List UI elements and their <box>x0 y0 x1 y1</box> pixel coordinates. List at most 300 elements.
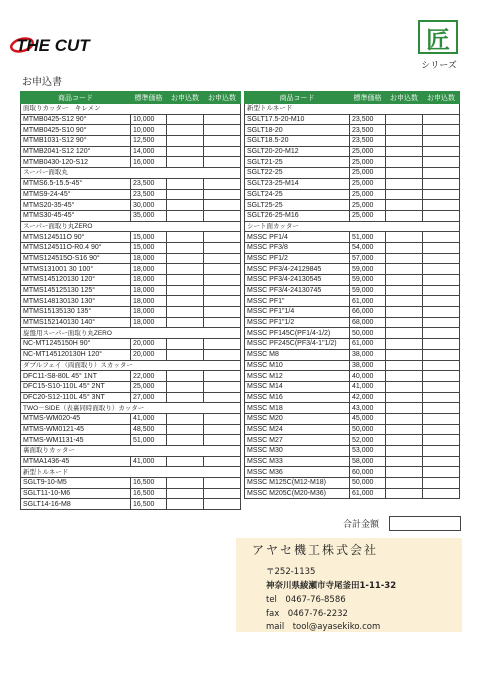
product-row <box>245 146 460 157</box>
product-price: 59,000 <box>350 275 386 286</box>
order-qty-cell[interactable] <box>423 349 460 360</box>
section-label: 面取りカッター キレメン <box>21 104 167 115</box>
total-amount-field[interactable] <box>389 516 461 531</box>
order-qty-cell[interactable] <box>423 264 460 275</box>
product-price: 51,000 <box>131 435 167 446</box>
product-row <box>245 478 460 489</box>
order-qty-cell[interactable] <box>423 446 460 457</box>
section-header-row <box>21 403 241 414</box>
product-price: 25,000 <box>350 146 386 157</box>
product-row <box>21 285 241 296</box>
product-row <box>245 371 460 382</box>
product-code: MSSC PF3/4-24130745 <box>245 285 350 296</box>
order-qty-cell[interactable] <box>204 392 241 403</box>
product-code: MSSC PF1/2 <box>245 253 350 264</box>
section-blank <box>167 328 241 339</box>
section-label: シート面カッター <box>245 221 386 232</box>
product-price: 18,000 <box>131 264 167 275</box>
order-qty-cell[interactable] <box>423 456 460 467</box>
order-qty-cell[interactable] <box>386 456 423 467</box>
product-price: 27,000 <box>131 392 167 403</box>
product-row <box>21 456 241 467</box>
order-qty-cell[interactable] <box>167 232 204 243</box>
product-price: 48,500 <box>131 424 167 435</box>
product-row <box>21 264 241 275</box>
order-qty-cell[interactable] <box>386 275 423 286</box>
product-code: MSSC M14 <box>245 381 350 392</box>
order-qty-cell[interactable] <box>204 413 241 424</box>
order-qty-cell[interactable] <box>386 488 423 499</box>
order-qty-cell[interactable] <box>167 499 204 510</box>
product-row <box>245 136 460 147</box>
order-qty-cell[interactable] <box>204 339 241 350</box>
product-row <box>245 285 460 296</box>
order-qty-cell[interactable] <box>423 328 460 339</box>
order-qty-cell[interactable] <box>386 478 423 489</box>
product-row <box>245 435 460 446</box>
product-code: SGLT11-10-M6 <box>21 488 131 499</box>
product-code: MSSC M10 <box>245 360 350 371</box>
header-order-qty: お申込数 <box>204 92 241 104</box>
order-qty-cell[interactable] <box>423 114 460 125</box>
product-code: MSSC PF3/4-24130545 <box>245 275 350 286</box>
order-table-right <box>244 91 460 499</box>
product-row <box>21 242 241 253</box>
order-qty-cell[interactable] <box>204 242 241 253</box>
product-row <box>21 136 241 147</box>
section-header-row <box>21 328 241 339</box>
company-name: アヤセ機工株式会社 <box>252 543 379 557</box>
product-row <box>245 467 460 478</box>
order-qty-cell[interactable] <box>423 136 460 147</box>
product-row <box>245 424 460 435</box>
section-blank <box>167 467 241 478</box>
product-row <box>21 157 241 168</box>
order-qty-cell[interactable] <box>423 381 460 392</box>
order-qty-cell[interactable] <box>423 488 460 499</box>
section-blank <box>167 403 241 414</box>
order-qty-cell[interactable] <box>423 424 460 435</box>
order-qty-cell[interactable] <box>386 349 423 360</box>
order-qty-cell[interactable] <box>423 360 460 371</box>
product-code: SGLT25-25 <box>245 200 350 211</box>
order-qty-cell[interactable] <box>423 168 460 179</box>
order-qty-cell[interactable] <box>423 307 460 318</box>
order-qty-cell[interactable] <box>423 339 460 350</box>
order-qty-cell[interactable] <box>386 317 423 328</box>
section-header-row <box>21 446 241 457</box>
product-code: DFC11-S8-80L 45° 1NT <box>21 371 131 382</box>
series-label: シリーズ <box>421 61 457 71</box>
product-row <box>245 413 460 424</box>
order-qty-cell[interactable] <box>386 296 423 307</box>
order-qty-cell[interactable] <box>386 157 423 168</box>
product-row <box>21 317 241 328</box>
section-blank <box>167 104 241 115</box>
product-price: 52,000 <box>350 435 386 446</box>
order-qty-cell[interactable] <box>167 478 204 489</box>
order-qty-cell[interactable] <box>204 424 241 435</box>
product-row <box>245 189 460 200</box>
order-qty-cell[interactable] <box>167 307 204 318</box>
product-row <box>245 307 460 318</box>
order-qty-cell[interactable] <box>423 392 460 403</box>
product-row <box>21 478 241 489</box>
product-row <box>245 349 460 360</box>
product-price: 23,500 <box>350 114 386 125</box>
product-price: 50,000 <box>350 424 386 435</box>
order-qty-cell[interactable] <box>423 478 460 489</box>
product-code: MTMB2041-S12 120° <box>21 146 131 157</box>
order-qty-cell[interactable] <box>167 264 204 275</box>
product-price: 68,000 <box>350 317 386 328</box>
product-price: 16,500 <box>131 478 167 489</box>
product-row <box>245 168 460 179</box>
order-qty-cell[interactable] <box>167 339 204 350</box>
order-qty-cell[interactable] <box>423 232 460 243</box>
product-code: SGLT18-20 <box>245 125 350 136</box>
order-qty-cell[interactable] <box>423 200 460 211</box>
order-qty-cell[interactable] <box>167 456 204 467</box>
order-qty-cell[interactable] <box>386 264 423 275</box>
product-row <box>245 446 460 457</box>
order-qty-cell[interactable] <box>386 371 423 382</box>
order-qty-cell[interactable] <box>204 136 241 147</box>
section-header-row <box>21 467 241 478</box>
product-row <box>245 360 460 371</box>
product-code: MSSC M18 <box>245 403 350 414</box>
product-price: 23,500 <box>131 189 167 200</box>
product-row <box>21 413 241 424</box>
product-code: MTMS9-24-45° <box>21 189 131 200</box>
order-qty-cell[interactable] <box>423 296 460 307</box>
order-qty-cell[interactable] <box>167 157 204 168</box>
product-price: 59,000 <box>350 264 386 275</box>
order-qty-cell[interactable] <box>204 349 241 360</box>
product-price: 57,000 <box>350 253 386 264</box>
product-price: 25,000 <box>350 189 386 200</box>
order-qty-cell[interactable] <box>386 360 423 371</box>
product-row <box>21 296 241 307</box>
order-qty-cell[interactable] <box>167 146 204 157</box>
order-qty-cell[interactable] <box>204 114 241 125</box>
product-price: 25,000 <box>131 381 167 392</box>
order-qty-cell[interactable] <box>386 114 423 125</box>
order-qty-cell[interactable] <box>167 125 204 136</box>
product-code: MTMS20-35-45° <box>21 200 131 211</box>
order-qty-cell[interactable] <box>204 189 241 200</box>
order-qty-cell[interactable] <box>386 339 423 350</box>
order-qty-cell[interactable] <box>167 413 204 424</box>
product-price: 23,500 <box>350 125 386 136</box>
section-blank <box>386 221 460 232</box>
order-qty-cell[interactable] <box>204 499 241 510</box>
order-qty-cell[interactable] <box>167 210 204 221</box>
order-qty-cell[interactable] <box>423 317 460 328</box>
order-qty-cell[interactable] <box>204 157 241 168</box>
order-qty-cell[interactable] <box>204 275 241 286</box>
section-header-row <box>245 221 460 232</box>
order-qty-cell[interactable] <box>167 381 204 392</box>
order-qty-cell[interactable] <box>423 157 460 168</box>
order-qty-cell[interactable] <box>386 392 423 403</box>
order-qty-cell[interactable] <box>167 136 204 147</box>
product-row <box>245 296 460 307</box>
order-qty-cell[interactable] <box>386 232 423 243</box>
product-price: 23,500 <box>131 178 167 189</box>
order-qty-cell[interactable] <box>423 285 460 296</box>
product-code: MSSC M27 <box>245 435 350 446</box>
order-qty-cell[interactable] <box>423 146 460 157</box>
product-price: 61,000 <box>350 488 386 499</box>
product-code: MSSC M36 <box>245 467 350 478</box>
product-price: 40,000 <box>350 371 386 382</box>
product-row <box>245 328 460 339</box>
product-price: 25,000 <box>350 157 386 168</box>
product-row <box>245 210 460 221</box>
order-qty-cell[interactable] <box>204 264 241 275</box>
product-price: 50,000 <box>350 328 386 339</box>
order-qty-cell[interactable] <box>204 317 241 328</box>
product-price: 18,000 <box>131 275 167 286</box>
order-qty-cell[interactable] <box>167 253 204 264</box>
product-code: MTMB0430-120-S12 <box>21 157 131 168</box>
order-qty-cell[interactable] <box>167 200 204 211</box>
product-row <box>21 210 241 221</box>
product-price: 41,000 <box>350 381 386 392</box>
order-qty-cell[interactable] <box>386 189 423 200</box>
product-row <box>245 157 460 168</box>
product-row <box>245 125 460 136</box>
logo-text: THE CUT <box>16 36 90 55</box>
product-row <box>21 253 241 264</box>
product-code: SGLT9-10-M5 <box>21 478 131 489</box>
product-row <box>245 488 460 499</box>
order-qty-cell[interactable] <box>167 349 204 360</box>
order-qty-cell[interactable] <box>204 285 241 296</box>
order-qty-cell[interactable] <box>204 307 241 318</box>
product-row <box>21 499 241 510</box>
product-row <box>245 403 460 414</box>
section-blank <box>167 446 241 457</box>
order-qty-cell[interactable] <box>167 275 204 286</box>
order-qty-cell[interactable] <box>204 478 241 489</box>
order-qty-cell[interactable] <box>204 296 241 307</box>
product-row <box>245 275 460 286</box>
header-product-code: 商品コード <box>245 92 350 104</box>
order-qty-cell[interactable] <box>386 446 423 457</box>
section-label: スーパー面取り丸ZERO <box>21 221 167 232</box>
order-qty-cell[interactable] <box>386 242 423 253</box>
product-code: MSSC M20 <box>245 413 350 424</box>
order-qty-cell[interactable] <box>386 424 423 435</box>
order-qty-cell[interactable] <box>167 435 204 446</box>
order-qty-cell[interactable] <box>167 317 204 328</box>
product-price: 18,000 <box>131 253 167 264</box>
order-qty-cell[interactable] <box>204 381 241 392</box>
order-qty-cell[interactable] <box>167 285 204 296</box>
product-code: MSSC M125C(M12-M18) <box>245 478 350 489</box>
order-qty-cell[interactable] <box>386 136 423 147</box>
product-row <box>245 200 460 211</box>
product-price: 14,000 <box>131 146 167 157</box>
order-qty-cell[interactable] <box>386 146 423 157</box>
order-qty-cell[interactable] <box>204 200 241 211</box>
form-title: お申込書 <box>22 77 62 88</box>
order-qty-cell[interactable] <box>423 253 460 264</box>
product-code: SGLT21-25 <box>245 157 350 168</box>
header-order-qty: お申込数 <box>167 92 204 104</box>
product-price: 18,000 <box>131 307 167 318</box>
product-price: 25,000 <box>350 178 386 189</box>
section-label: 裏面取りカッター <box>21 446 167 457</box>
order-qty-cell[interactable] <box>386 413 423 424</box>
order-qty-cell[interactable] <box>204 456 241 467</box>
product-code: MSSC PF1"1/4 <box>245 307 350 318</box>
order-qty-cell[interactable] <box>386 200 423 211</box>
order-qty-cell[interactable] <box>386 285 423 296</box>
product-row <box>21 275 241 286</box>
order-qty-cell[interactable] <box>386 210 423 221</box>
section-label: TWO－SIDE（表裏同時面取り）カッター <box>21 403 167 414</box>
product-code: MTMS124511O 90° <box>21 232 131 243</box>
order-qty-cell[interactable] <box>204 210 241 221</box>
order-qty-cell[interactable] <box>204 125 241 136</box>
product-row <box>245 232 460 243</box>
product-code: MTMS6.5-15.5-45° <box>21 178 131 189</box>
section-header-row <box>21 168 241 179</box>
order-qty-cell[interactable] <box>423 242 460 253</box>
order-qty-cell[interactable] <box>167 392 204 403</box>
product-price: 25,000 <box>350 210 386 221</box>
product-code: SGLT14-16-M8 <box>21 499 131 510</box>
order-qty-cell[interactable] <box>423 403 460 414</box>
order-qty-cell[interactable] <box>167 296 204 307</box>
product-row <box>245 381 460 392</box>
product-row <box>21 232 241 243</box>
product-code: DFC15-S10-110L 45° 2NT <box>21 381 131 392</box>
product-price: 45,000 <box>350 413 386 424</box>
product-row <box>21 178 241 189</box>
order-qty-cell[interactable] <box>423 467 460 478</box>
product-code: MSSC M12 <box>245 371 350 382</box>
product-code: SGLT18.5-20 <box>245 136 350 147</box>
product-code: MTMS15135130 135° <box>21 307 131 318</box>
product-price: 10,000 <box>131 125 167 136</box>
product-price: 38,000 <box>350 360 386 371</box>
product-code: MTMB1031-S12 90° <box>21 136 131 147</box>
order-qty-cell[interactable] <box>167 114 204 125</box>
order-qty-cell[interactable] <box>386 253 423 264</box>
section-header-row <box>21 104 241 115</box>
order-qty-cell[interactable] <box>386 328 423 339</box>
order-qty-cell[interactable] <box>386 125 423 136</box>
product-price: 42,000 <box>350 392 386 403</box>
company-address: 神奈川県綾瀬市寺尾釜田1-11-32 <box>266 581 397 591</box>
order-qty-cell[interactable] <box>167 178 204 189</box>
order-qty-cell[interactable] <box>204 253 241 264</box>
product-code: MSSC PF1"1/2 <box>245 317 350 328</box>
section-header-row <box>21 221 241 232</box>
product-price: 41,000 <box>131 456 167 467</box>
order-qty-cell[interactable] <box>423 435 460 446</box>
header-order-qty: お申込数 <box>423 92 460 104</box>
series-kanji: 匠 <box>418 20 458 54</box>
order-qty-cell[interactable] <box>423 275 460 286</box>
company-block <box>236 538 462 632</box>
order-qty-cell[interactable] <box>386 307 423 318</box>
order-qty-cell[interactable] <box>386 381 423 392</box>
order-qty-cell[interactable] <box>204 146 241 157</box>
section-blank <box>386 104 460 115</box>
order-qty-cell[interactable] <box>386 435 423 446</box>
product-code: NC-MT1245150H 90° <box>21 339 131 350</box>
order-qty-cell[interactable] <box>167 242 204 253</box>
product-code: MTMS-WM1131-45 <box>21 435 131 446</box>
product-row <box>21 200 241 211</box>
order-qty-cell[interactable] <box>423 178 460 189</box>
order-qty-cell[interactable] <box>423 413 460 424</box>
order-qty-cell[interactable] <box>204 232 241 243</box>
product-price: 51,000 <box>350 232 386 243</box>
product-price: 23,500 <box>350 136 386 147</box>
order-qty-cell[interactable] <box>204 371 241 382</box>
product-code: MSSC PF3/4-24129845 <box>245 264 350 275</box>
header-order-qty: お申込数 <box>386 92 423 104</box>
order-qty-cell[interactable] <box>204 178 241 189</box>
section-label: 新型トルネード <box>245 104 386 115</box>
product-code: MTMA1436-45 <box>21 456 131 467</box>
order-qty-cell[interactable] <box>423 371 460 382</box>
order-qty-cell[interactable] <box>423 210 460 221</box>
section-label: スーパー面取丸 <box>21 168 167 179</box>
product-code: SGLT17.5-20-M10 <box>245 114 350 125</box>
order-qty-cell[interactable] <box>423 189 460 200</box>
product-code: MSSC PF3/8 <box>245 242 350 253</box>
order-qty-cell[interactable] <box>386 467 423 478</box>
order-qty-cell[interactable] <box>423 125 460 136</box>
product-code: MSSC M30 <box>245 446 350 457</box>
section-blank <box>167 221 241 232</box>
order-qty-cell[interactable] <box>167 189 204 200</box>
company-mail[interactable]: mail tool@ayasekiko.com <box>266 622 381 632</box>
product-code: MTMB0425-S10 90° <box>21 125 131 136</box>
order-qty-cell[interactable] <box>167 488 204 499</box>
order-qty-cell[interactable] <box>204 488 241 499</box>
order-qty-cell[interactable] <box>386 403 423 414</box>
order-qty-cell[interactable] <box>167 371 204 382</box>
product-price: 53,000 <box>350 446 386 457</box>
order-qty-cell[interactable] <box>386 168 423 179</box>
product-code: MTMS30-45-45° <box>21 210 131 221</box>
product-code: MTMS124515O-S16 90° <box>21 253 131 264</box>
product-row <box>21 424 241 435</box>
product-row <box>21 381 241 392</box>
product-row <box>21 339 241 350</box>
product-code: MSSC PF1" <box>245 296 350 307</box>
product-code: MSSC PF145C(PF1/4-1/2) <box>245 328 350 339</box>
order-table-left <box>20 91 241 510</box>
product-price: 61,000 <box>350 339 386 350</box>
header-product-code: 商品コード <box>21 92 131 104</box>
company-tel: tel 0467-76-8586 <box>266 595 346 605</box>
product-price: 66,000 <box>350 307 386 318</box>
product-price: 16,500 <box>131 488 167 499</box>
order-qty-cell[interactable] <box>167 424 204 435</box>
order-qty-cell[interactable] <box>204 435 241 446</box>
company-fax: fax 0467-76-2232 <box>266 609 348 619</box>
order-qty-cell[interactable] <box>386 178 423 189</box>
